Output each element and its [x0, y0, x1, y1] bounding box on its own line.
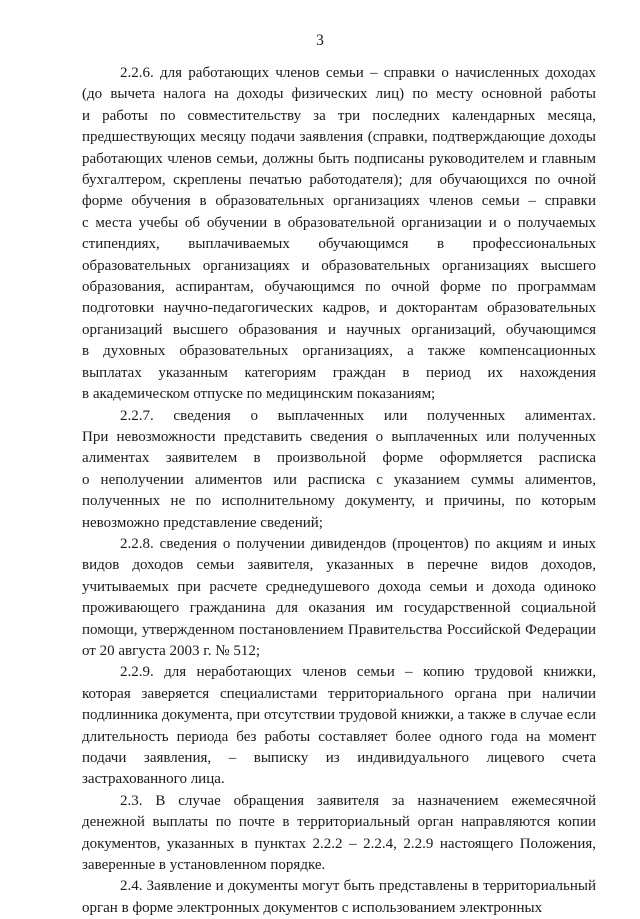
text-line: застрахованного лица.: [82, 771, 225, 788]
text-line: (до вычета налога на доходы физических лиц) по месту основной работы: [82, 86, 596, 103]
text-line: 2.4. Заявление и документы могут быть представлены в территориальный: [120, 878, 596, 895]
text-line: о неполучении алиментов или расписка с указанием суммы алиментов,: [82, 471, 596, 488]
text-line: которая заверяется специалистами территориального органа при наличии: [82, 685, 596, 702]
text-line: образования, аспирантам, обучающимся по очной форме по программам: [82, 279, 596, 296]
text-line: алиментах заявителем в произвольной форме оформляется расписка: [82, 450, 596, 467]
page-number: 3: [316, 32, 324, 49]
text-line: в духовных образовательных организациях, а также компенсационных: [82, 343, 596, 360]
text-line: 2.2.6. для работающих членов семьи – справки о начисленных доходах: [120, 65, 596, 81]
text-line: с места учебы об обучении в образовательной организации и о получаемых: [82, 214, 596, 231]
text-line: длительность периода без работы составляет более одного года на момент: [82, 728, 596, 745]
text-line: в академическом отпуске по медицинским показаниям;: [82, 386, 436, 403]
text-line: от 20 августа 2003 г. № 512;: [82, 642, 260, 659]
text-line: выплатах указанным категориям граждан в период их нахождения: [82, 364, 596, 381]
paragraph-2-2-6: [82, 63, 596, 406]
text-line: и работы по совместительству за три последних календарных месяца,: [82, 107, 596, 124]
text-line: подготовки научно-педагогических кадров, и докторантам образовательных: [82, 300, 596, 317]
text-line: орган в форме электронных документов с использованием электронных: [82, 899, 543, 916]
text-line: проживающего гражданина для оказания им государственной социальной: [82, 600, 596, 617]
text-line: учитываемых при расчете среднедушевого дохода семьи и дохода одиноко: [82, 578, 596, 595]
paragraph-2-2-9: [82, 662, 596, 790]
text-line: документов, указанных в пунктах 2.2.2 – 2.2.4, 2.2.9 настоящего Положения,: [82, 835, 596, 852]
text-line: денежной выплаты по почте в территориальный орган направляются копии: [82, 814, 596, 831]
paragraph-2-4: [82, 876, 596, 919]
text-line: 2.2.7. сведения о выплаченных или полученных алиментах.: [120, 407, 596, 424]
text-line: 2.3. В случае обращения заявителя за назначением ежемесячной: [120, 792, 596, 809]
text-line: невозможно представление сведений;: [82, 514, 323, 531]
paragraph-2-3: [82, 791, 596, 877]
text-line: организаций высшего образования и научных организаций, обучающимся: [82, 321, 596, 338]
text-line: полученных не по исполнительному документу, и причины, по которым: [82, 493, 596, 510]
text-line: работающих членов семьи, должны быть подписаны руководителем и главным: [82, 150, 596, 167]
text-line: образовательных организациях и образовательных организациях высшего: [82, 257, 596, 274]
text-line: бухгалтером, скреплены печатью работодателя); для обучающихся по очной: [82, 172, 596, 189]
text-line: помощи, утвержденном постановлением Правительства Российской Федерации: [82, 621, 596, 638]
paragraph-2-2-7: [82, 406, 596, 534]
text-line: предшествующих месяцу подачи заявления (справки, подтверждающие доходы: [82, 129, 596, 146]
paragraph-2-2-8: [82, 534, 596, 662]
text-line: 2.2.9. для неработающих членов семьи – копию трудовой книжки,: [120, 664, 596, 681]
text-line: 2.2.8. сведения о получении дивидендов (процентов) по акциям и иных: [120, 535, 596, 552]
text-line: подачи заявления, – выписку из индивидуального лицевого счета: [82, 750, 596, 766]
text-line: При невозможности представить сведения о выплаченных или полученных: [82, 428, 596, 445]
text-line: форме обучения в образовательных организациях членов семьи – справки: [82, 193, 596, 210]
text-line: видов доходов семьи заявителя, указанных в перечне видов доходов,: [82, 557, 596, 574]
document-body: [82, 63, 596, 919]
text-line: подлинника документа, при отсутствии трудовой книжки, а также в случае если: [82, 707, 596, 724]
text-line: заверенные в установленном порядке.: [82, 857, 326, 874]
text-line: стипендиях, выплачиваемых обучающимся в профессиональных: [82, 236, 596, 253]
